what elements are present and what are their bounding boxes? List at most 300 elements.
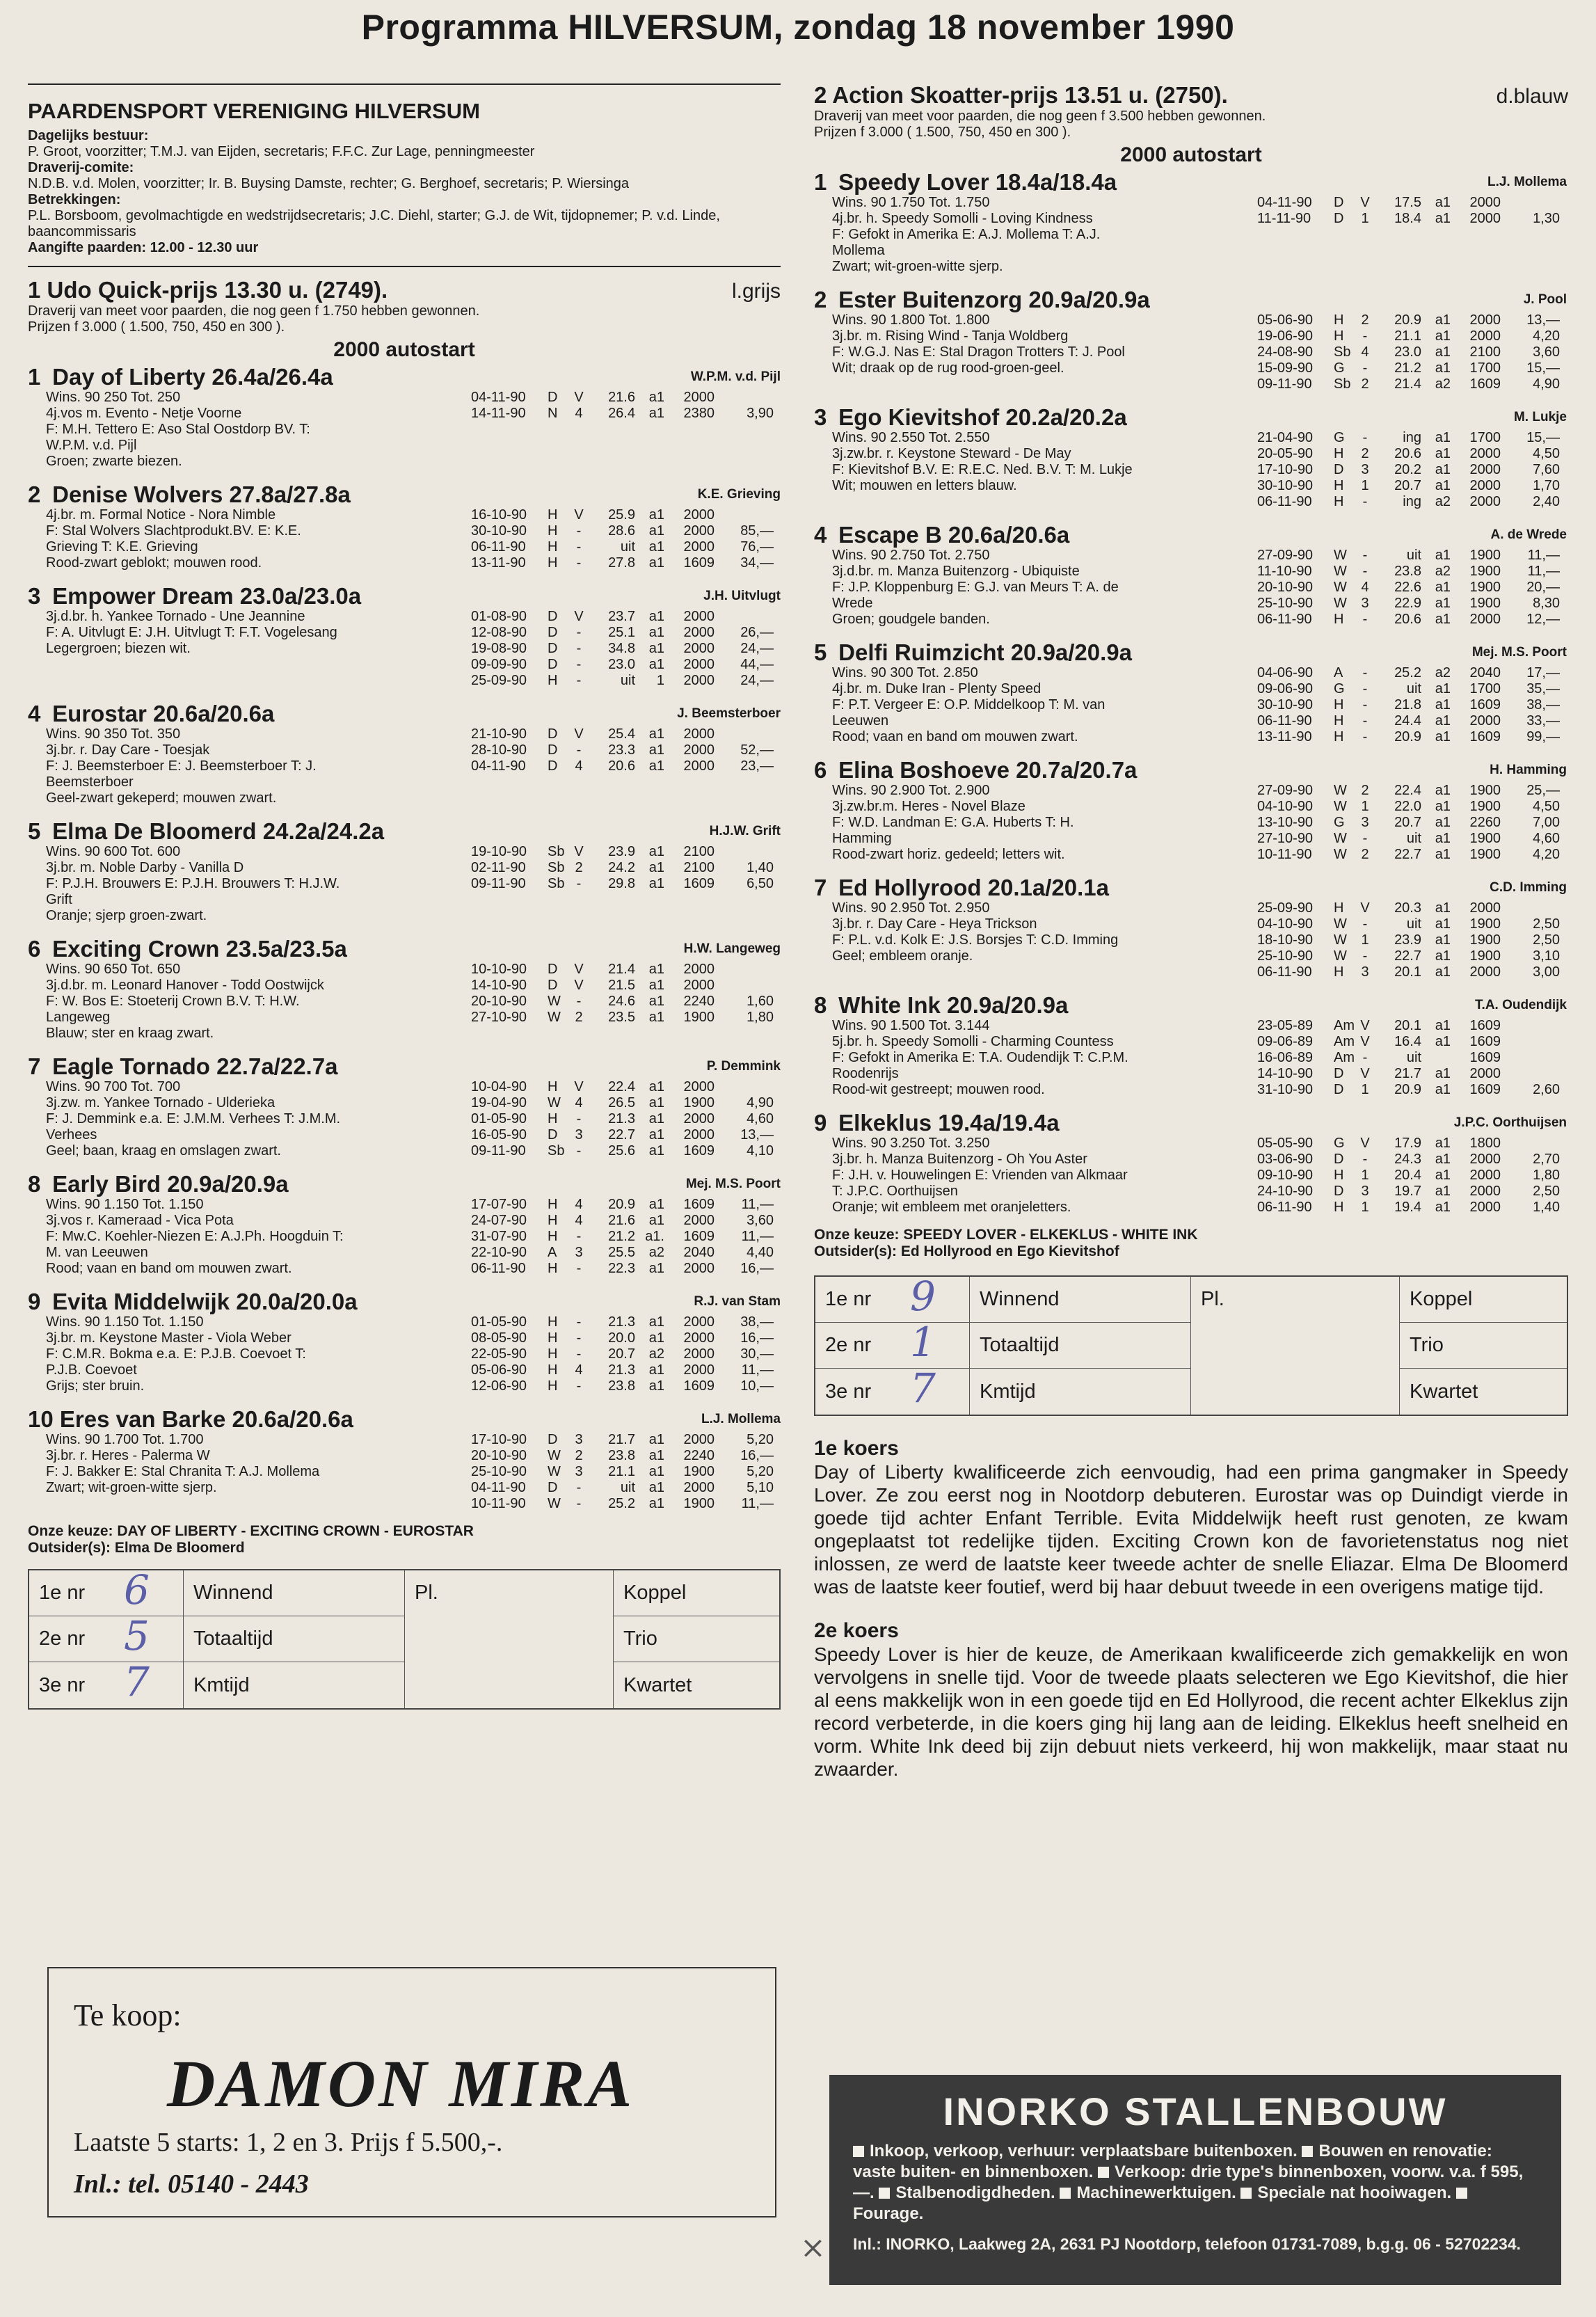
horse-entry: [28, 1289, 781, 1394]
result-time: 25.6: [608, 1143, 635, 1158]
horse-name-line: [28, 1289, 456, 1314]
result-track: H: [548, 1213, 558, 1228]
result-odds: 10,—: [740, 1378, 774, 1394]
horse-name-line: [814, 523, 1242, 548]
result-time: uit: [1406, 548, 1421, 563]
result-date: 19-10-90: [471, 844, 527, 859]
result-place: 3: [575, 1464, 583, 1479]
horse-info-line: F: C.M.R. Bokma e.a. E: P.J.B. Coevoet T:: [46, 1346, 306, 1362]
result-row: [471, 994, 781, 1010]
result-date: 09-11-90: [471, 876, 526, 891]
result-track: H: [548, 539, 558, 555]
result-odds: 2,50: [1533, 932, 1560, 948]
result-date: 08-05-90: [471, 1330, 527, 1346]
horse-info-line: Wins. 90 1.500 Tot. 3.144: [832, 1018, 990, 1033]
horse-info-line: 3j.zw.br. r. Keystone Steward - De May: [832, 446, 1071, 461]
result-start: a1: [648, 994, 664, 1009]
result-time: 25.4: [608, 726, 635, 742]
result-time: 21.8: [1394, 697, 1421, 712]
result-distance: 1609: [683, 1143, 715, 1158]
assoc-text: P. Groot, voorzitter; T.M.J. van Eijden, secretaris; F.F.C. Zur Lage, penningmeester: [28, 144, 535, 159]
result-distance: 1609: [1469, 1018, 1501, 1033]
horse-details: [28, 1407, 456, 1512]
result-odds: 26,—: [740, 625, 774, 640]
result-time: 21.3: [608, 1314, 635, 1330]
horse-entry: [28, 819, 781, 924]
result-distance: 2000: [1469, 446, 1501, 461]
result-track: D: [1334, 1082, 1344, 1097]
result-odds: 34,—: [740, 555, 774, 571]
result-time: 21.6: [608, 390, 635, 405]
result-distance: 2000: [1469, 713, 1501, 728]
result-date: 18-10-90: [1257, 932, 1314, 948]
result-row: [471, 673, 781, 689]
horse-name: Eres van Barke 20.6a/20.6a: [59, 1406, 353, 1432]
result-track: D: [548, 625, 558, 640]
horse-info-line: 3j.br. m. Rising Wind - Tanja Woldberg: [832, 328, 1069, 344]
result-distance: 1609: [683, 555, 715, 571]
result-start: a1: [648, 1448, 664, 1463]
result-time: 17.5: [1394, 195, 1421, 210]
result-row: [471, 876, 781, 892]
result-distance: 1900: [1469, 596, 1501, 611]
result-track: D: [1334, 1152, 1344, 1167]
result-place: -: [576, 876, 582, 891]
result-distance: 2000: [683, 1314, 715, 1330]
result-odds: 4,20: [1533, 328, 1560, 344]
result-time: 22.7: [1394, 847, 1421, 862]
horse-info-line: Wins. 90 300 Tot. 2.850: [832, 665, 978, 680]
result-date: 19-08-90: [471, 641, 527, 656]
result-date: 20-10-90: [1257, 580, 1314, 595]
horse-number: 3: [28, 583, 41, 609]
result-odds: 4,50: [1533, 446, 1560, 461]
bullet-square-icon: [1302, 2146, 1313, 2157]
result-date: 31-07-90: [471, 1229, 527, 1244]
result-track: D: [548, 390, 558, 405]
horse-info-line: 4j.br. h. Speedy Somolli - Loving Kindness: [832, 211, 1093, 226]
result-place: -: [576, 1261, 582, 1276]
result-distance: 2000: [1469, 1184, 1501, 1199]
ad-damon-mira: [47, 1967, 776, 2218]
result-start: a1: [1435, 799, 1451, 814]
result-start: a1: [648, 1079, 664, 1094]
result-place: -: [576, 994, 582, 1009]
result-odds: 38,—: [740, 1314, 774, 1330]
result-row: [471, 1464, 781, 1480]
result-distance: 2000: [1469, 328, 1501, 344]
horse-details: [28, 701, 456, 806]
result-odds: 13,—: [1526, 312, 1560, 328]
result-distance: 2000: [683, 1480, 715, 1495]
result-date: 28-10-90: [471, 742, 527, 758]
result-row: [1257, 932, 1567, 948]
result-date: 06-11-90: [1257, 612, 1312, 627]
result-distance: 1609: [683, 1197, 715, 1212]
result-place: -: [576, 1229, 582, 1244]
trainer-name: W.P.M. v.d. Pijl: [690, 369, 781, 384]
result-odds: 24,—: [740, 641, 774, 656]
result-place: 1: [1361, 1200, 1369, 1215]
result-track: H: [548, 1197, 558, 1212]
result-row: [1257, 697, 1567, 713]
result-time: ing: [1403, 494, 1421, 509]
results-table: [471, 507, 781, 571]
result-odds: 4,90: [747, 1095, 774, 1110]
horse-number: 5: [814, 639, 827, 665]
result-start: a2: [1435, 494, 1451, 509]
result-start: a1: [648, 539, 664, 555]
horse-info-line: F: P.J.H. Brouwers E: P.J.H. Brouwers T: H.J.W.: [46, 876, 340, 891]
horse-entry: [814, 405, 1568, 510]
race-conditions: Draverij van meet voor paarden, die nog geen f 1.750 hebben gewonnen.: [28, 303, 480, 319]
horse-name-line: [28, 365, 456, 390]
horse-info-line: 3j.br. r. Heres - Palerma W: [46, 1448, 210, 1463]
horse-number: 4: [28, 701, 41, 726]
result-start: a1: [1435, 948, 1451, 964]
inorko-item: Verkoop: drie type's binnenboxen, voorw. v.a. f 595,—.: [853, 2163, 1524, 2202]
results-table: [471, 609, 781, 689]
result-row: [471, 742, 781, 758]
result-start: a1: [1435, 596, 1451, 611]
result-time: 27.8: [608, 555, 635, 571]
bullet-square-icon: [853, 2146, 864, 2157]
result-start: a1: [648, 1010, 664, 1025]
horse-info-line: Wins. 90 650 Tot. 650: [46, 962, 181, 977]
result-start: a1: [648, 523, 664, 539]
result-distance: 1900: [1469, 847, 1501, 862]
result-date: 17-10-90: [471, 1432, 527, 1447]
horse-info-line: F: Kievitshof B.V. E: R.E.C. Ned. B.V. T: M. Lukje: [832, 462, 1133, 477]
horse-info-line: Wins. 90 2.550 Tot. 2.550: [832, 430, 990, 445]
result-row: [471, 962, 781, 978]
result-track: Sb: [548, 844, 565, 859]
result-date: 27-10-90: [471, 1010, 527, 1025]
result-distance: 2000: [683, 726, 715, 742]
result-date: 06-11-90: [1257, 713, 1312, 728]
horse-number: 8: [814, 992, 827, 1018]
result-date: 04-11-90: [471, 390, 526, 405]
result-odds: 4,50: [1533, 799, 1560, 814]
result-place: 1: [1361, 211, 1369, 226]
results-table: [1257, 900, 1567, 980]
result-odds: 4,20: [1533, 847, 1560, 862]
inorko-items: [853, 2141, 1538, 2224]
form-position-text: 2e nr: [39, 1627, 86, 1650]
result-distance: 2260: [1469, 815, 1501, 830]
result-time: 19.7: [1394, 1184, 1421, 1199]
horse-info-line: Wins. 90 1.700 Tot. 1.700: [46, 1432, 204, 1447]
bullet-square-icon: [1098, 2167, 1109, 2178]
horse-info-line: Wins. 90 1.150 Tot. 1.150: [46, 1314, 204, 1330]
result-place: -: [1362, 665, 1368, 680]
horse-info-line: F: A. Uitvlugt E: J.H. Uitvlugt T: F.T. Vogelesang: [46, 625, 337, 640]
result-odds: 3,90: [747, 406, 774, 421]
result-track: H: [548, 1362, 558, 1378]
result-odds: 2,50: [1533, 916, 1560, 932]
horse-results: [1242, 1110, 1567, 1216]
race-title: 2 Action Skoatter-prijs 13.51 u. (2750).: [814, 82, 1228, 108]
result-row: [471, 1111, 781, 1127]
result-track: H: [1334, 312, 1344, 328]
result-date: 04-11-90: [471, 758, 526, 774]
result-odds: [715, 726, 774, 742]
result-date: 25-10-90: [1257, 948, 1314, 964]
result-odds: 44,—: [740, 657, 774, 672]
result-start: a1: [1435, 1034, 1451, 1049]
result-odds: [1501, 1050, 1560, 1066]
association-block: [28, 99, 781, 256]
result-track: G: [1334, 430, 1345, 445]
result-distance: 2040: [683, 1245, 715, 1260]
result-place: V: [574, 844, 584, 859]
result-distance: 1900: [1469, 564, 1501, 579]
result-start: a1: [648, 555, 664, 571]
result-track: H: [548, 673, 558, 688]
results-table: [471, 726, 781, 774]
form-pl: Pl.: [1191, 1277, 1400, 1415]
horse-number: 9: [28, 1289, 41, 1314]
result-distance: 2000: [683, 978, 715, 993]
horse-info-line: 3j.d.br. h. Yankee Tornado - Une Jeannine: [46, 609, 305, 624]
assoc-heading: Draverij-comite:: [28, 160, 134, 175]
result-date: 04-11-90: [1257, 195, 1312, 210]
result-start: a1: [648, 1314, 664, 1330]
result-date: 09-11-90: [1257, 376, 1312, 392]
result-distance: 2000: [1469, 478, 1501, 493]
koers2-text: Speedy Lover is hier de keuze, de Amerikaan kwalificeerde zich gemakkelijk en won vervolgens in snelle tijd. Voor de tweede plaats selecteren we Ego Kievitshof, die hier al eens makkelijk won in een goede tijd en Ed Hollyrood, die recent achter Elkeklus zijn record verbeterde, in die koers ging hij lang aan de leiding. Elkeklus heeft snelheid en vorm. White Ink deed bij zijn debuut niets verkeerd, hij won makkelijk, maar staat nu zwaarder.: [814, 1643, 1568, 1780]
result-distance: 1609: [1469, 697, 1501, 712]
trainer-name: Mej. M.S. Poort: [1471, 645, 1567, 660]
assoc-heading: Betrekkingen:: [28, 192, 121, 207]
bet-form: [814, 1275, 1568, 1416]
form-bet-type: Trio: [614, 1616, 779, 1662]
horse-info-line: Wins. 90 350 Tot. 350: [46, 726, 181, 742]
horse-number: 9: [814, 1110, 827, 1136]
result-distance: 1900: [1469, 580, 1501, 595]
form-bet-type: Trio: [1400, 1323, 1567, 1369]
result-odds: [715, 1079, 774, 1095]
result-distance: 2000: [683, 657, 715, 672]
result-start: a1: [1435, 328, 1451, 344]
result-place: 1: [1361, 932, 1369, 948]
result-track: Am: [1334, 1050, 1355, 1065]
result-start: a1: [648, 1111, 664, 1126]
horse-name: Escape B 20.6a/20.6a: [838, 522, 1070, 548]
horse-details: [28, 365, 456, 470]
result-row: [471, 978, 781, 994]
result-start: a1: [1435, 1200, 1451, 1215]
result-track: W: [1334, 596, 1347, 611]
result-row: [471, 641, 781, 657]
result-place: 1: [1361, 799, 1369, 814]
result-distance: 1900: [1469, 783, 1501, 798]
result-time: 21.4: [608, 962, 635, 977]
result-date: 16-06-89: [1257, 1050, 1314, 1065]
result-odds: [1501, 1018, 1560, 1034]
horse-entry: [28, 1054, 781, 1159]
result-time: 21.2: [608, 1229, 635, 1244]
result-odds: 3,60: [747, 1213, 774, 1228]
horse-results: [456, 1172, 781, 1277]
horse-info-line: Wit; mouwen en letters blauw.: [832, 478, 1017, 493]
horse-info-line: Grieving T: K.E. Grieving: [46, 539, 198, 555]
result-track: H: [548, 1378, 558, 1394]
horse-name-line: [28, 584, 456, 609]
result-odds: 4,10: [747, 1143, 774, 1158]
horse-name-line: [28, 482, 456, 507]
result-place: -: [576, 1330, 582, 1346]
result-date: 06-11-90: [471, 539, 526, 555]
result-track: W: [1334, 564, 1347, 579]
result-row: [471, 1330, 781, 1346]
result-odds: 20,—: [1526, 580, 1560, 595]
result-start: a1: [648, 1213, 664, 1228]
result-track: D: [548, 962, 558, 977]
result-start: a1: [648, 657, 664, 672]
results-table: [1257, 430, 1567, 510]
result-place: -: [576, 1480, 582, 1495]
result-date: 09-11-90: [471, 1143, 526, 1158]
result-track: G: [1334, 815, 1345, 830]
form-bet-type: Kwartet: [623, 1673, 692, 1696]
result-date: 13-11-90: [1257, 729, 1312, 745]
results-table: [1257, 195, 1567, 227]
horse-info-line: Wins. 90 250 Tot. 250: [46, 390, 181, 405]
result-odds: 2,60: [1533, 1082, 1560, 1097]
result-place: V: [1360, 195, 1370, 210]
result-odds: 5,20: [747, 1464, 774, 1479]
result-row: [471, 1432, 781, 1448]
form-position-label: [815, 1273, 970, 1323]
result-time: uit: [620, 673, 635, 688]
result-place: 2: [575, 1448, 583, 1463]
result-place: 3: [1361, 1184, 1369, 1199]
result-start: a1: [648, 978, 664, 993]
result-row: [471, 609, 781, 625]
result-time: 22.7: [1394, 948, 1421, 964]
result-distance: 2000: [1469, 211, 1501, 226]
result-time: 23.8: [608, 1448, 635, 1463]
result-distance: 2000: [1469, 312, 1501, 328]
result-place: 4: [575, 1362, 583, 1378]
result-date: 23-05-89: [1257, 1018, 1314, 1033]
result-date: 31-10-90: [1257, 1082, 1314, 1097]
result-date: 09-06-90: [1257, 681, 1314, 696]
result-odds: 16,—: [740, 1261, 774, 1276]
result-distance: 2000: [683, 539, 715, 555]
result-row: [1257, 799, 1567, 815]
result-place: V: [1360, 1034, 1370, 1049]
result-distance: 2100: [683, 860, 715, 875]
results-table: [1257, 665, 1567, 745]
result-date: 16-05-90: [471, 1127, 527, 1142]
trainer-name: M. Lukje: [1513, 410, 1567, 424]
horse-info-line: F: J.H. v. Houwelingen E: Vrienden van Alkmaar: [832, 1168, 1128, 1183]
horse-info-line: Blauw; ster en kraag zwart.: [46, 1026, 214, 1041]
result-row: [1257, 1200, 1567, 1216]
result-place: -: [1362, 612, 1368, 627]
result-row: [471, 1480, 781, 1496]
result-distance: 1609: [1469, 1050, 1501, 1065]
horse-info-line: Wins. 90 700 Tot. 700: [46, 1079, 181, 1094]
result-odds: 2,50: [1533, 1184, 1560, 1199]
horse-details: [814, 287, 1242, 392]
result-row: [1257, 328, 1567, 344]
horse-info-line: W.P.M. v.d. Pijl: [46, 438, 137, 453]
result-place: V: [1360, 900, 1370, 916]
result-start: a1: [648, 1464, 664, 1479]
result-start: a1: [648, 844, 664, 859]
result-place: -: [576, 1346, 582, 1362]
result-track: D: [548, 1432, 558, 1447]
results-table: [1257, 312, 1567, 392]
result-place: -: [576, 657, 582, 672]
result-start: a1: [1435, 195, 1451, 210]
result-place: -: [576, 673, 582, 688]
result-distance: 1609: [683, 1229, 715, 1244]
result-distance: 2000: [1469, 1066, 1501, 1081]
horse-info-line: M. van Leeuwen: [46, 1245, 148, 1260]
trainer-name: H.J.W. Grift: [709, 824, 781, 838]
result-row: [1257, 1034, 1567, 1050]
trainer-name: J.P.C. Oorthuijsen: [1453, 1115, 1567, 1130]
result-track: D: [548, 758, 558, 774]
result-start: a1: [1435, 478, 1451, 493]
form-position-text: 1e nr: [39, 1582, 86, 1604]
result-distance: 2000: [1469, 1168, 1501, 1183]
result-date: 06-11-90: [1257, 1200, 1312, 1215]
form-bet-type: Winnend: [970, 1277, 1191, 1323]
result-time: 23.9: [608, 844, 635, 859]
result-row: [1257, 964, 1567, 980]
result-date: 25-09-90: [1257, 900, 1314, 916]
horse-results: [456, 584, 781, 689]
result-place: -: [1362, 681, 1368, 696]
result-start: a1: [1435, 831, 1451, 846]
horse-info-line: 3j.br. h. Manza Buitenzorg - Oh You Aster: [832, 1152, 1087, 1167]
horse-details: [28, 584, 456, 689]
inorko-item: Bouwen en renovatie: vaste buiten- en binnenboxen.: [853, 2142, 1492, 2181]
result-place: -: [576, 1496, 582, 1511]
horse-info-line: 4j.br. m. Duke Iran - Plenty Speed: [832, 681, 1042, 696]
result-place: -: [1362, 729, 1368, 745]
result-row: [471, 1010, 781, 1026]
result-place: -: [1362, 697, 1368, 712]
result-distance: 2000: [683, 742, 715, 758]
result-distance: 2000: [1469, 612, 1501, 627]
horse-details: [814, 993, 1242, 1098]
result-start: a1: [1435, 612, 1451, 627]
horse-info-line: F: J. Beemsterboer E: J. Beemsterboer T: J.: [46, 758, 317, 774]
result-start: 1: [656, 673, 664, 688]
horse-info-line: Wins. 90 1.800 Tot. 1.800: [832, 312, 990, 328]
horse-info-line: F: W.G.J. Nas E: Stal Dragon Trotters T: J. Pool: [832, 344, 1125, 360]
result-odds: 7,60: [1533, 462, 1560, 477]
result-date: 14-10-90: [471, 978, 527, 993]
race-conditions: Draverij van meet voor paarden, die nog geen f 3.500 hebben gewonnen.: [814, 109, 1266, 124]
results-table: [1257, 1136, 1567, 1216]
result-time: 23.0: [1394, 344, 1421, 360]
result-time: 25.2: [608, 1496, 635, 1511]
result-time: 22.4: [608, 1079, 635, 1094]
result-time: 20.3: [1394, 900, 1421, 916]
result-place: -: [1362, 916, 1368, 932]
horse-results: [1242, 758, 1567, 863]
result-odds: 15,—: [1526, 360, 1560, 376]
result-row: [1257, 815, 1567, 831]
result-time: 21.4: [1394, 376, 1421, 392]
